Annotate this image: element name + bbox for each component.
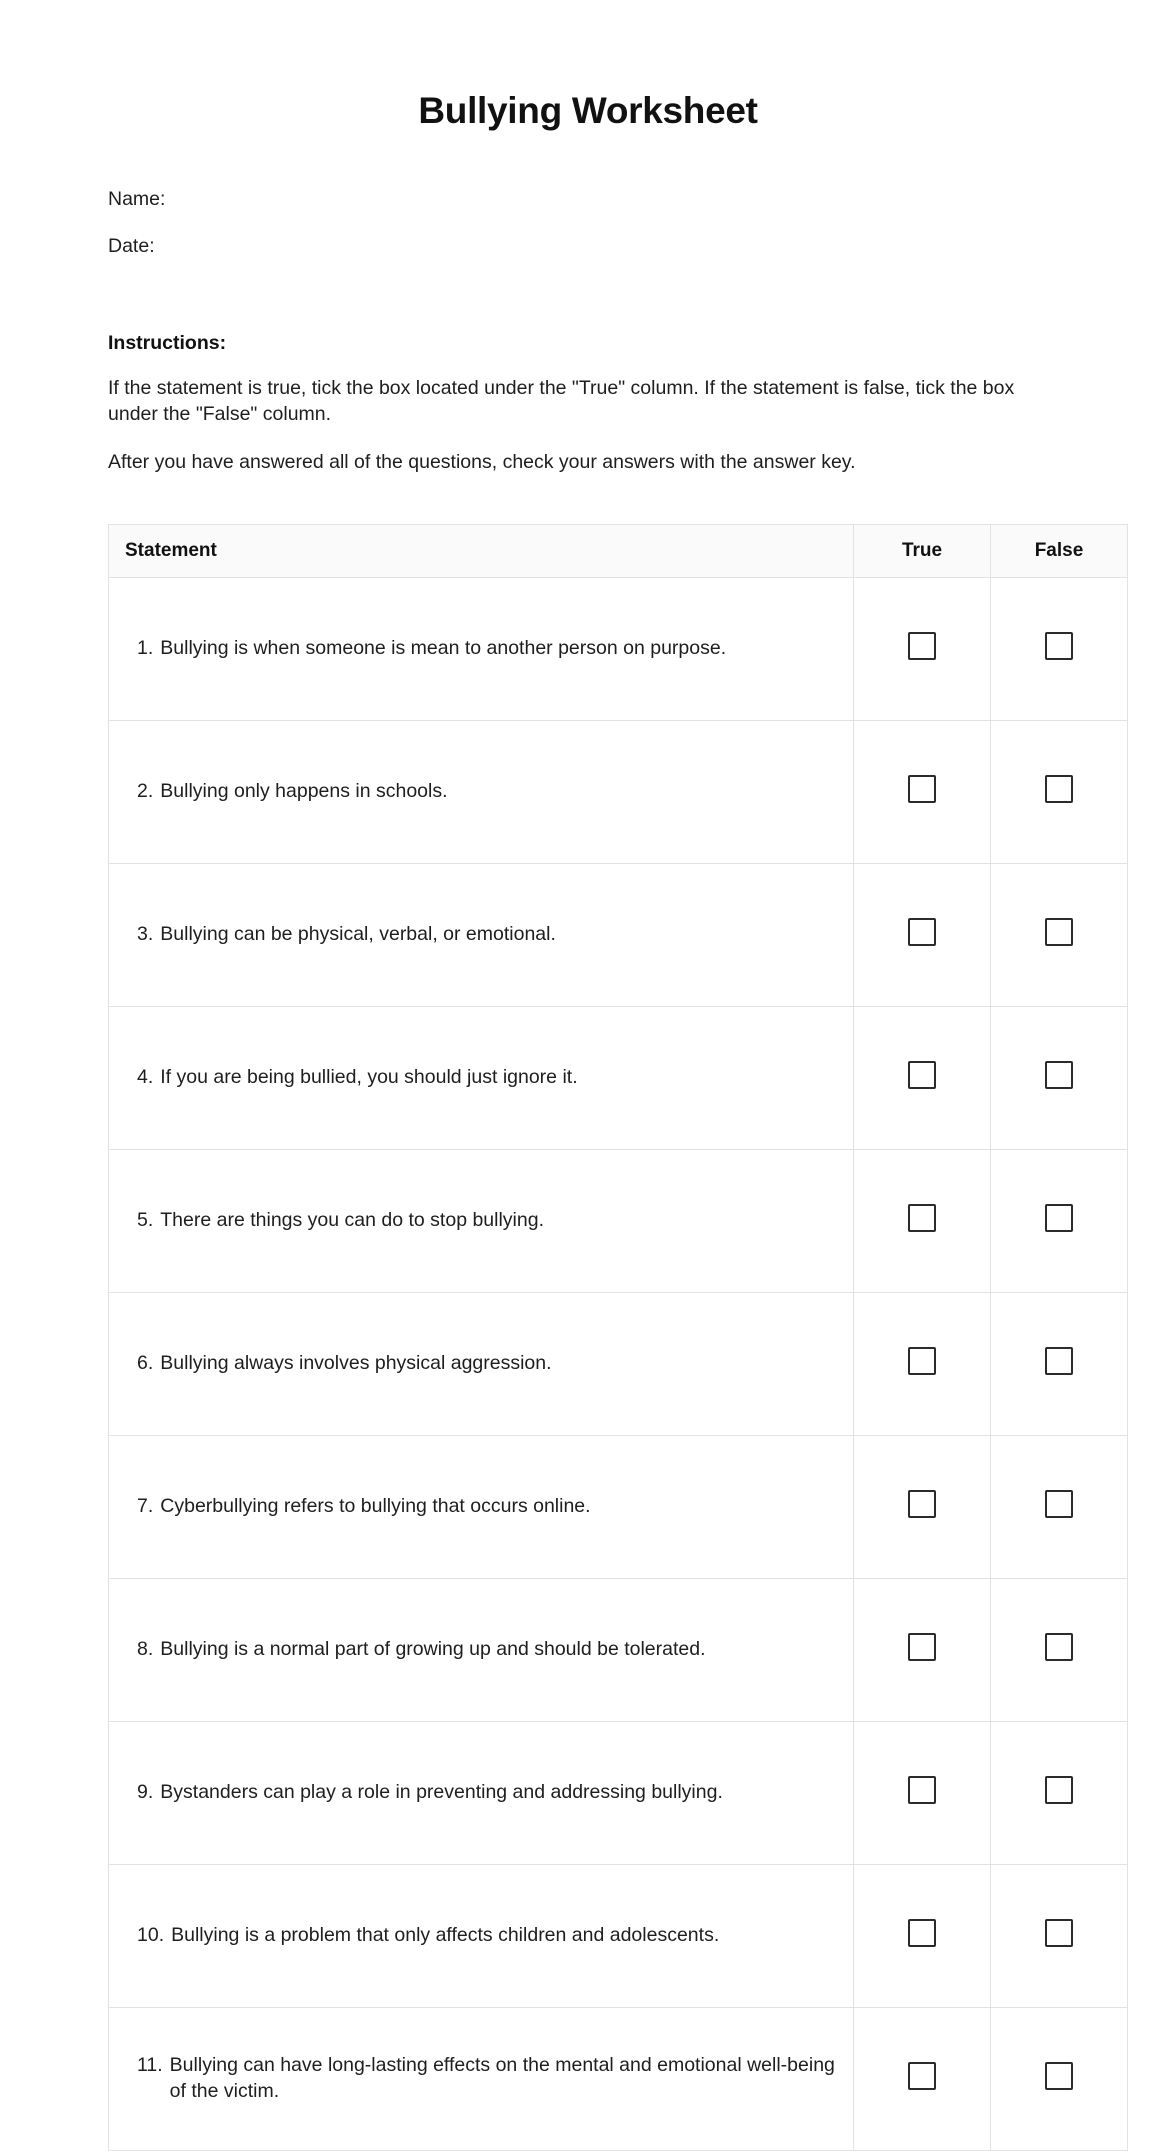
column-header-false: False: [991, 524, 1128, 577]
table-row: [109, 1721, 1128, 1864]
false-cell[interactable]: [991, 863, 1128, 1006]
statement-cell: [109, 1435, 854, 1578]
table-row: [109, 1435, 1128, 1578]
statement-number: 6.: [137, 1352, 154, 1375]
checkbox-false[interactable]: [1045, 918, 1073, 946]
statement-text: Bystanders can play a role in preventing and addressing bullying.: [160, 1781, 723, 1804]
column-header-statement: Statement: [109, 524, 854, 577]
false-cell[interactable]: [991, 1435, 1128, 1578]
checkbox-false[interactable]: [1045, 1776, 1073, 1804]
statement-cell: [109, 1864, 854, 2007]
statement-text: Bullying can have long-lasting effects on the mental and emotional well-being of the victim.: [169, 2054, 835, 2102]
statement-text: If you are being bullied, you should just ignore it.: [160, 1066, 578, 1089]
checkbox-false[interactable]: [1045, 632, 1073, 660]
checkbox-true[interactable]: [908, 1347, 936, 1375]
checkbox-true[interactable]: [908, 918, 936, 946]
true-cell[interactable]: [854, 720, 991, 863]
checkbox-false[interactable]: [1045, 775, 1073, 803]
statement-text: Bullying only happens in schools.: [160, 780, 448, 803]
statement-text: Bullying is a normal part of growing up and should be tolerated.: [160, 1638, 706, 1661]
true-cell[interactable]: [854, 1864, 991, 2007]
statement-number: 1.: [137, 637, 154, 660]
statement-number: 8.: [137, 1638, 154, 1661]
statement-number: 4.: [137, 1066, 154, 1089]
checkbox-false[interactable]: [1045, 1633, 1073, 1661]
checkbox-true[interactable]: [908, 1919, 936, 1947]
false-cell[interactable]: [991, 577, 1128, 720]
checkbox-true[interactable]: [908, 1490, 936, 1518]
statement-text: Bullying is a problem that only affects children and adolescents.: [171, 1924, 720, 1947]
table-row: [109, 1149, 1128, 1292]
statement-text: Bullying always involves physical aggression.: [160, 1352, 552, 1375]
checkbox-false[interactable]: [1045, 1204, 1073, 1232]
table-row: [109, 1578, 1128, 1721]
instructions-heading: Instructions:: [108, 332, 227, 354]
table-row: [109, 863, 1128, 1006]
instructions-paragraph-2: After you have answered all of the questions, check your answers with the answer key.: [108, 450, 856, 473]
statement-number: 10.: [137, 1924, 165, 1947]
false-cell[interactable]: [991, 1006, 1128, 1149]
date-field-label: Date:: [108, 235, 155, 257]
checkbox-false[interactable]: [1045, 2062, 1073, 2090]
statement-number: 11.: [137, 2054, 163, 2077]
checkbox-true[interactable]: [908, 2062, 936, 2090]
true-cell[interactable]: [854, 1292, 991, 1435]
statements-table: [108, 524, 1128, 2151]
statement-cell: [109, 1006, 854, 1149]
statement-cell: [109, 2007, 854, 2150]
table-row: [109, 720, 1128, 863]
table-header: [109, 524, 1128, 577]
statement-number: 5.: [137, 1209, 154, 1232]
statement-text: Cyberbullying refers to bullying that occurs online.: [160, 1495, 591, 1518]
table-row: [109, 577, 1128, 720]
checkbox-false[interactable]: [1045, 1347, 1073, 1375]
checkbox-false[interactable]: [1045, 1490, 1073, 1518]
column-header-true: True: [854, 524, 991, 577]
statement-number: 2.: [137, 780, 154, 803]
statement-number: 7.: [137, 1495, 154, 1518]
checkbox-true[interactable]: [908, 632, 936, 660]
name-field-label: Name:: [108, 188, 166, 210]
table-body: [109, 577, 1128, 2150]
true-cell[interactable]: [854, 1721, 991, 1864]
statement-cell: [109, 1149, 854, 1292]
checkbox-true[interactable]: [908, 1776, 936, 1804]
checkbox-true[interactable]: [908, 1061, 936, 1089]
checkbox-false[interactable]: [1045, 1061, 1073, 1089]
instructions-paragraph-1: If the statement is true, tick the box located under the "True" column. If the statement is false, tick the box under the "False" column.: [108, 377, 1015, 425]
true-cell[interactable]: [854, 577, 991, 720]
statement-number: 9.: [137, 1781, 154, 1804]
statement-cell: [109, 720, 854, 863]
statement-cell: [109, 1578, 854, 1721]
false-cell[interactable]: [991, 2007, 1128, 2150]
true-cell[interactable]: [854, 1578, 991, 1721]
checkbox-true[interactable]: [908, 1633, 936, 1661]
true-cell[interactable]: [854, 1435, 991, 1578]
false-cell[interactable]: [991, 1149, 1128, 1292]
statement-number: 3.: [137, 923, 154, 946]
statement-text: Bullying is when someone is mean to another person on purpose.: [160, 637, 727, 660]
false-cell[interactable]: [991, 720, 1128, 863]
statement-text: There are things you can do to stop bullying.: [160, 1209, 545, 1232]
statement-cell: [109, 1292, 854, 1435]
checkbox-true[interactable]: [908, 775, 936, 803]
table-row: [109, 1864, 1128, 2007]
false-cell[interactable]: [991, 1292, 1128, 1435]
checkbox-false[interactable]: [1045, 1919, 1073, 1947]
true-cell[interactable]: [854, 2007, 991, 2150]
true-cell[interactable]: [854, 863, 991, 1006]
checkbox-true[interactable]: [908, 1204, 936, 1232]
statement-cell: [109, 863, 854, 1006]
statement-cell: [109, 1721, 854, 1864]
page-title: Bullying Worksheet: [418, 90, 758, 131]
table-row: [109, 2007, 1128, 2150]
statement-cell: [109, 577, 854, 720]
true-cell[interactable]: [854, 1149, 991, 1292]
table-row: [109, 1292, 1128, 1435]
true-cell[interactable]: [854, 1006, 991, 1149]
false-cell[interactable]: [991, 1721, 1128, 1864]
false-cell[interactable]: [991, 1578, 1128, 1721]
statement-text: Bullying can be physical, verbal, or emotional.: [160, 923, 556, 946]
table-header-row: [109, 524, 1128, 577]
false-cell[interactable]: [991, 1864, 1128, 2007]
table-row: [109, 1006, 1128, 1149]
